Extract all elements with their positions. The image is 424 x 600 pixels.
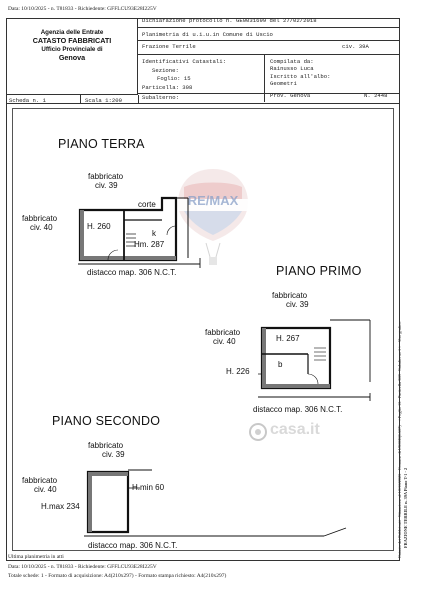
header-divider (138, 95, 139, 103)
primo-fabbricato-39-line1: fabbricato (272, 291, 308, 300)
header-rule (138, 54, 400, 55)
bottom-stamp: Data: 10/10/2025 - n. T81833 - Richiedente: GFFLCU93E28I225V (8, 564, 157, 570)
primo-fabbricato-40-line2: civ. 40 (213, 337, 236, 346)
agency-name: Agenzia delle Entrate (40, 29, 104, 36)
subalterno-label: Subalterno: (142, 94, 179, 101)
identificativi-label: Identificativi Catastali: (142, 58, 226, 65)
piano-secondo-title: PIANO SECONDO (52, 414, 161, 428)
primo-boundary-line (258, 393, 383, 403)
scheda-label: Scheda n. 1 (9, 97, 46, 104)
secondo-hmax-label: H.max 234 (41, 502, 80, 511)
terra-hm-label: Hm. 287 (134, 240, 165, 249)
secondo-fabbricato-39-label (88, 441, 125, 459)
piano-primo-title: PIANO PRIMO (276, 264, 362, 278)
piano-primo-plan (258, 318, 378, 396)
provincia-value: Prov. Genova (270, 92, 311, 99)
side-address-text: FRAZIONE TERRILE n. 39A Piano T-1 - 2 (403, 467, 408, 548)
scala-label: Scala 1:200 (85, 97, 122, 104)
primo-b-label: b (278, 360, 283, 369)
ultima-planimetria-text: Ultima planimetria in atti (8, 554, 64, 560)
foglio-value: Foglio: 15 (157, 75, 191, 82)
casa-watermark-text: casa.it (270, 421, 320, 438)
terra-boundary-line (78, 258, 203, 268)
albo-value: Geometri (270, 80, 297, 87)
terra-height-label: H. 260 (87, 222, 111, 231)
casa-logo-icon (248, 422, 268, 442)
header-divider (264, 54, 265, 102)
secondo-fabbricato-39-line2: civ. 39 (102, 450, 125, 459)
secondo-fabbricato-39-line1: fabbricato (88, 441, 124, 450)
catasto-name: CATASTO FABBRICATI (32, 36, 112, 46)
secondo-distacco-label: distacco map. 306 N.C.T. (88, 541, 178, 550)
header-divider (80, 95, 81, 103)
civico-text: civ. 39A (342, 43, 369, 50)
secondo-fabbricato-40-label (22, 476, 57, 494)
secondo-hmin-label: H.min 60 (132, 483, 165, 492)
bottom-format-info: Totale schede: 1 - Formato di acquisizione: A4(210x297) - Formato stampa richiesto: A4(210x297) (8, 573, 227, 579)
terra-corte-label: corte (138, 200, 156, 209)
frazione-text: Frazione Terrile (142, 43, 196, 50)
primo-fabbricato-39-line2: civ. 39 (286, 300, 309, 309)
numero-value: N. 2448 (364, 92, 388, 99)
secondo-boundary-line (84, 526, 359, 540)
side-cadastral-text: Catasto dei Fabbricati - Situazione al 10/10/2025 - Comune di USCIO(L507) - < Foglio 15 - Particella 308 - Subalterno 1 > - Uso grafico (397, 321, 402, 558)
dichiarazione-text: Dichiarazione protocollo n. GE0031699 del 27/02/2018 (142, 17, 317, 24)
terra-fabbricato-39-line1: fabbricato (88, 172, 124, 181)
ufficio-label: Ufficio Provinciale di (41, 45, 103, 53)
primo-height2-label: H. 226 (226, 367, 250, 376)
agency-block (8, 29, 136, 63)
compilatore-name: Rainusso Luca (270, 65, 314, 72)
planimetria-text: Planimetria di u.i.u.in Comune di Uscio (142, 31, 273, 38)
terra-fabbricato-39-line2: civ. 39 (95, 181, 118, 190)
terra-fabbricato-40-line2: civ. 40 (30, 223, 53, 232)
primo-fabbricato-39-label (272, 291, 309, 309)
terra-fabbricato-39-label (88, 172, 123, 190)
remax-watermark-text: RE/MAX (187, 193, 239, 208)
primo-fabbricato-40-label (205, 328, 240, 346)
secondo-fabbricato-40-line2: civ. 40 (34, 485, 57, 494)
primo-fabbricato-40-line1: fabbricato (205, 328, 241, 337)
terra-k-label: k (152, 229, 156, 238)
top-stamp: Data: 10/10/2025 - n. T81833 - Richiedente: GFFLCU93E28I225V (8, 6, 157, 12)
piano-terra-title: PIANO TERRA (58, 137, 145, 151)
terra-fabbricato-40-label (22, 214, 57, 232)
header-rule (138, 27, 400, 28)
compilata-label: Compilata da: (270, 58, 314, 65)
header-rule (138, 40, 400, 41)
city-name: Genova (58, 53, 86, 63)
primo-height-label: H. 267 (276, 334, 300, 343)
secondo-fabbricato-40-line1: fabbricato (22, 476, 58, 485)
particella-value: Particella: 308 (142, 84, 193, 91)
terra-fabbricato-40-line1: fabbricato (22, 214, 58, 223)
sezione-label: Sezione: (152, 67, 179, 74)
iscritto-label: Iscritto all'albo: (270, 73, 331, 80)
terra-distacco-label: distacco map. 306 N.C.T. (87, 268, 177, 277)
header-rule (6, 103, 400, 104)
primo-distacco-label: distacco map. 306 N.C.T. (253, 405, 343, 414)
